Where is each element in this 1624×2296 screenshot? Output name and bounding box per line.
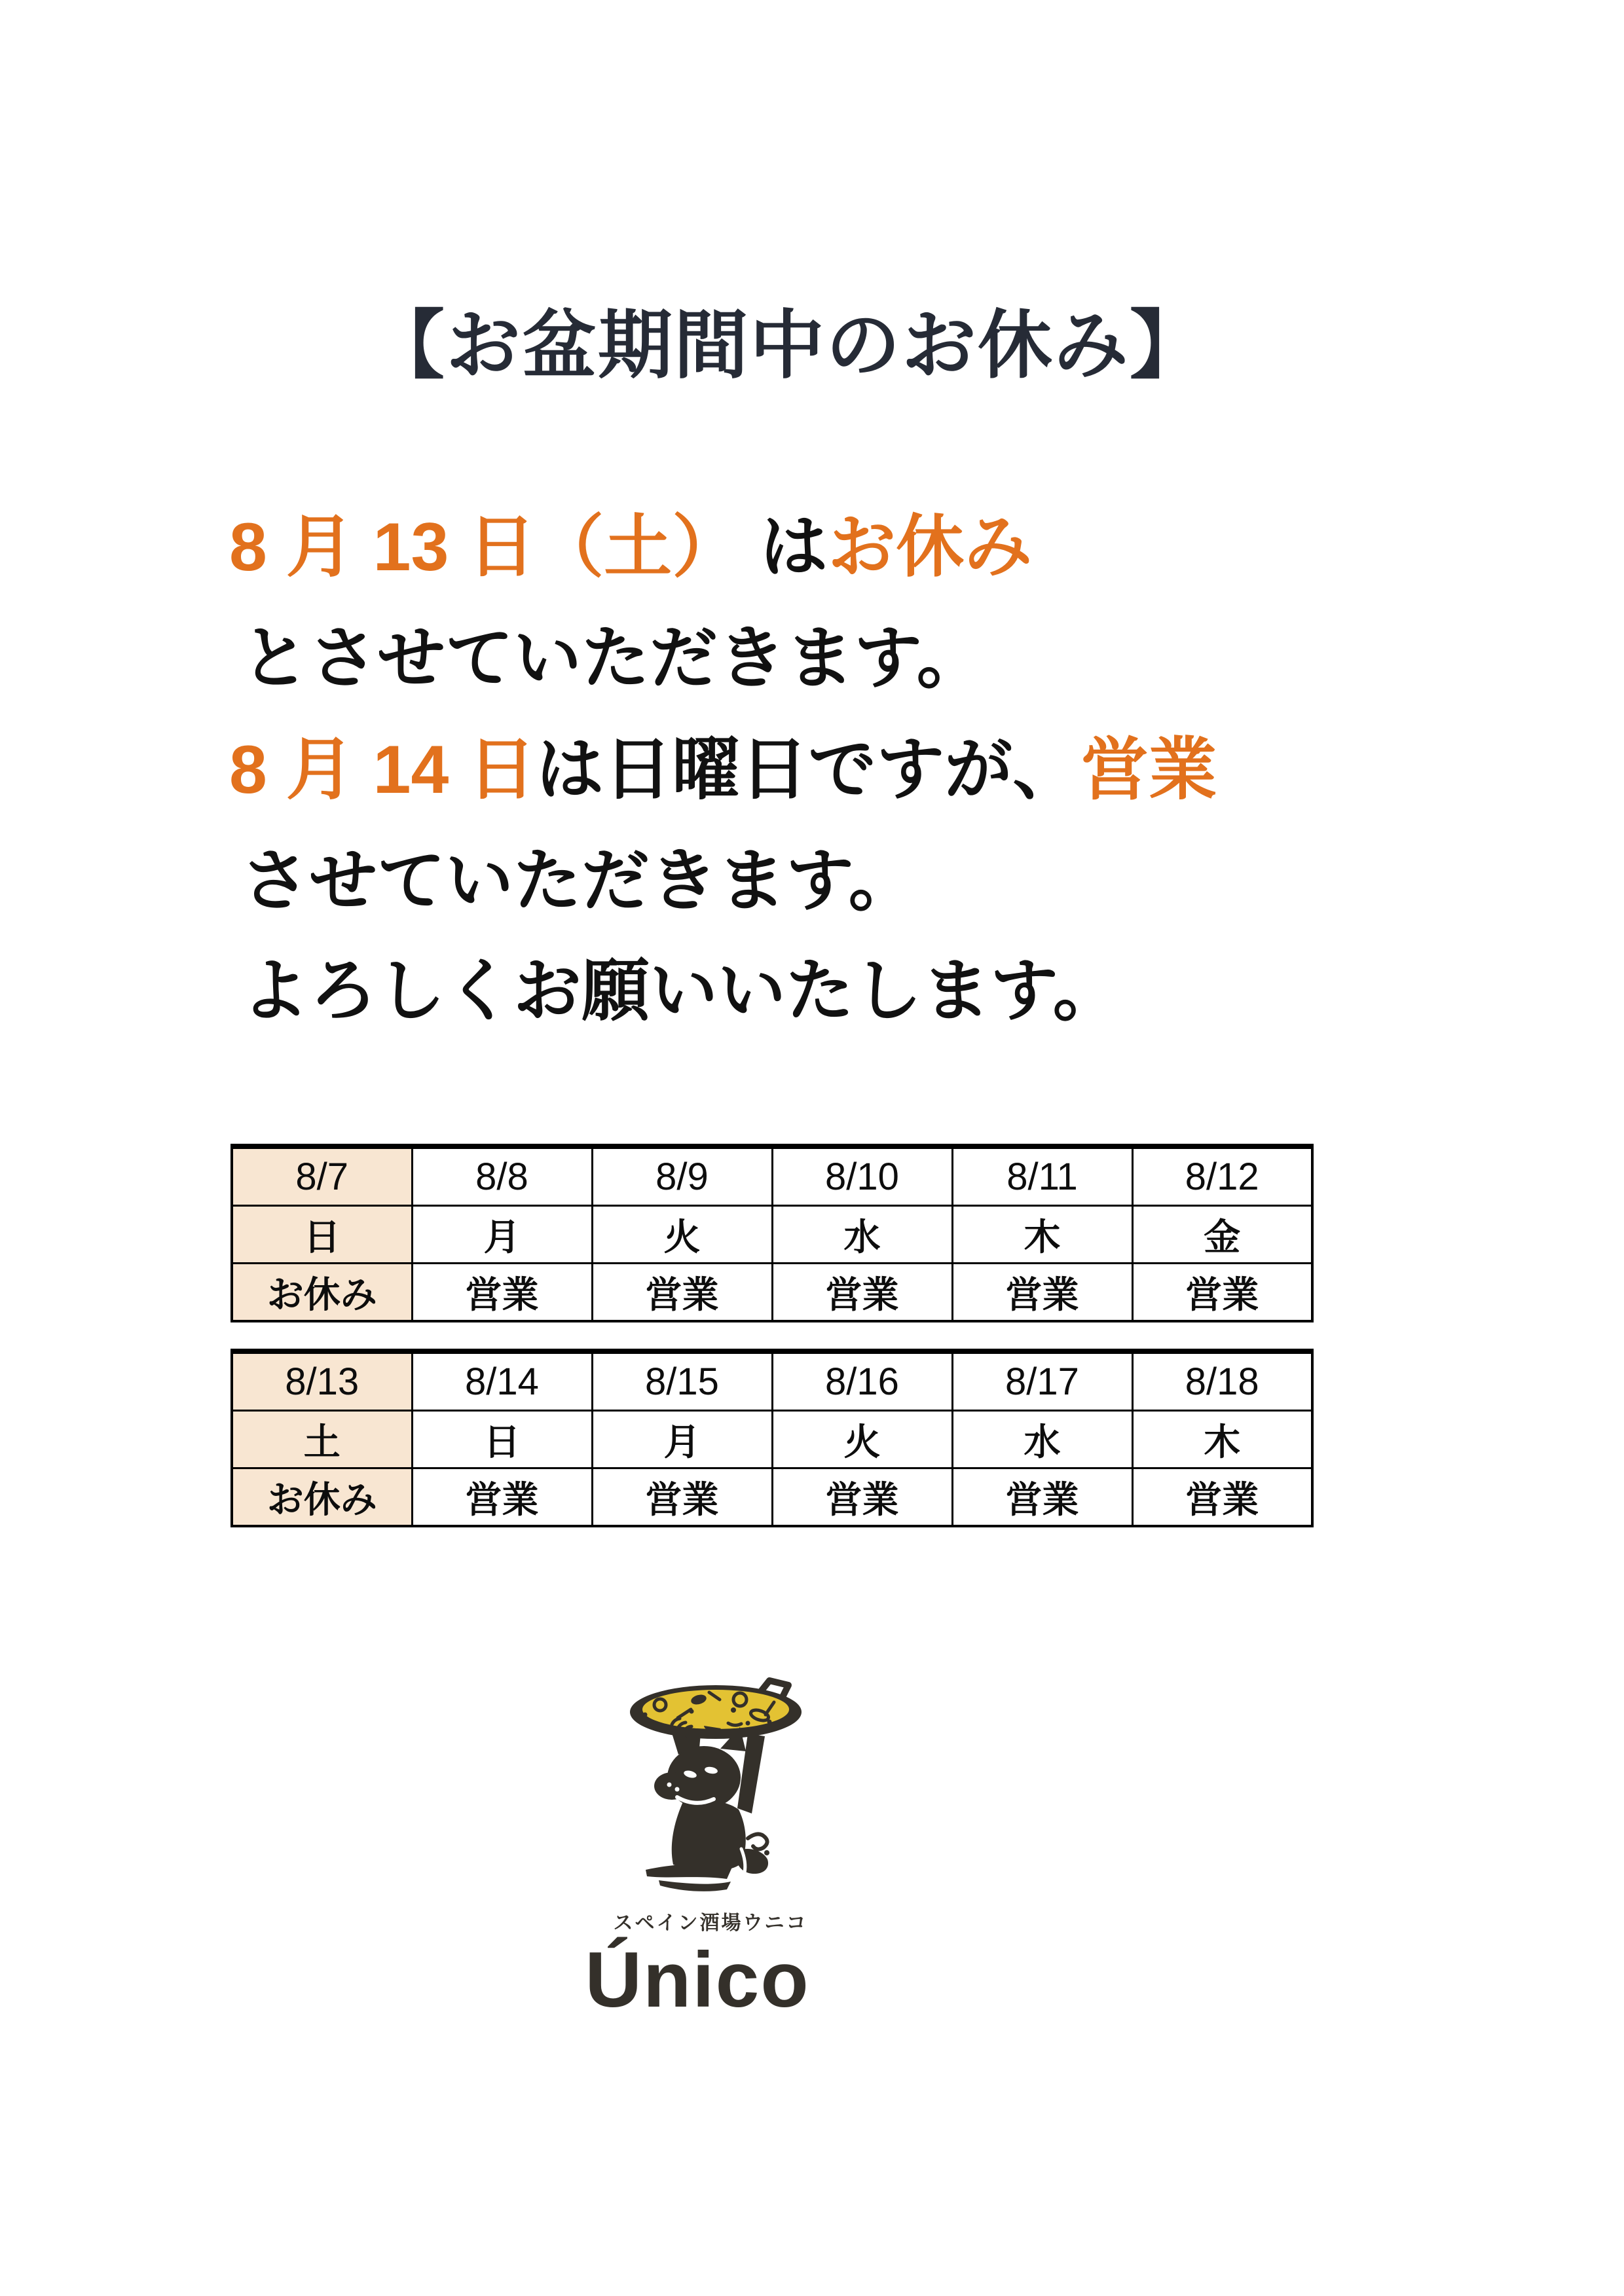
paella-pan-icon [630,1681,802,1739]
schedule-table-week1 [231,1144,1314,1322]
pig-tail-dot [764,1850,769,1855]
table-cell-date: 8/8 [412,1146,592,1206]
table-row-weekdays [232,1206,1312,1264]
particle-text: は [760,509,828,585]
table-cell-date: 8/7 [232,1146,412,1206]
open-date-text: 8 月 14 日 [229,732,536,808]
unico-logo [544,1663,851,2024]
table-row-weekdays [232,1411,1312,1468]
table-cell-weekday: 金 [1132,1206,1312,1264]
table-cell-date: 8/13 [232,1351,412,1411]
unico-logo-graphic [544,1663,851,1905]
open-highlight-text: 営業 [1080,732,1217,808]
notice-line-3 [229,732,1217,808]
table-cell-date: 8/9 [592,1146,772,1206]
table-cell-date: 8/15 [592,1351,772,1411]
table-cell-status: 営業 [952,1468,1132,1527]
table-cell-weekday: 火 [592,1206,772,1264]
notice-line-2: とさせていただきます。 [241,621,985,697]
table-cell-status: 営業 [412,1468,592,1527]
notice-line-1 [229,509,1032,585]
table-cell-status: 営業 [772,1264,952,1322]
page-title: 【お盆期間中のお休み】 [369,304,1206,388]
table-cell-date: 8/17 [952,1351,1132,1411]
closed-date-text: 8 月 13 日（土） [229,509,741,585]
sunday-note-text: は日曜日ですが、 [536,732,1081,808]
table-row-dates [232,1351,1312,1411]
table-cell-status: 営業 [592,1264,772,1322]
pig-tail [748,1834,767,1849]
pig-snout [654,1772,690,1800]
pig-nostril [675,1787,680,1792]
table-cell-weekday: 木 [952,1206,1132,1264]
table-cell-date: 8/18 [1132,1351,1312,1411]
pig-front-leg [646,1864,732,1879]
table-cell-status: 営業 [412,1264,592,1322]
table-cell-status: お休み [232,1468,412,1527]
table-cell-date: 8/12 [1132,1146,1312,1206]
table-cell-weekday: 日 [412,1411,592,1468]
table-cell-weekday: 月 [592,1411,772,1468]
pig-hind-leg [659,1880,731,1891]
table-cell-status: 営業 [592,1468,772,1527]
table-row-dates [232,1146,1312,1206]
table-cell-status: お休み [232,1264,412,1322]
table-cell-status: 営業 [952,1264,1132,1322]
table-cell-date: 8/11 [952,1146,1132,1206]
table-cell-status: 営業 [1132,1468,1312,1527]
pig-body [672,1799,746,1871]
table-cell-status: 営業 [772,1468,952,1527]
table-cell-weekday: 土 [232,1411,412,1468]
logo-name: Único [585,1936,810,2024]
table-cell-date: 8/14 [412,1351,592,1411]
table-cell-weekday: 火 [772,1411,952,1468]
table-cell-date: 8/10 [772,1146,952,1206]
logo-tagline: スペイン酒場ウニコ [613,1912,808,1934]
table-row-status [232,1264,1312,1322]
table-cell-weekday: 木 [1132,1411,1312,1468]
schedule-table-week2 [231,1349,1314,1527]
table-cell-weekday: 日 [232,1206,412,1264]
notice-line-4: させていただきます。 [241,843,917,919]
table-cell-weekday: 水 [952,1411,1132,1468]
closed-highlight-text: お休み [828,509,1033,585]
table-row-status [232,1468,1312,1527]
table-cell-weekday: 水 [772,1206,952,1264]
notice-line-5: よろしくお願いいたします。 [241,953,1121,1029]
table-cell-weekday: 月 [412,1206,592,1264]
pig-nostril [667,1783,672,1787]
table-cell-status: 営業 [1132,1264,1312,1322]
pig-icon [646,1727,769,1891]
table-cell-date: 8/16 [772,1351,952,1411]
